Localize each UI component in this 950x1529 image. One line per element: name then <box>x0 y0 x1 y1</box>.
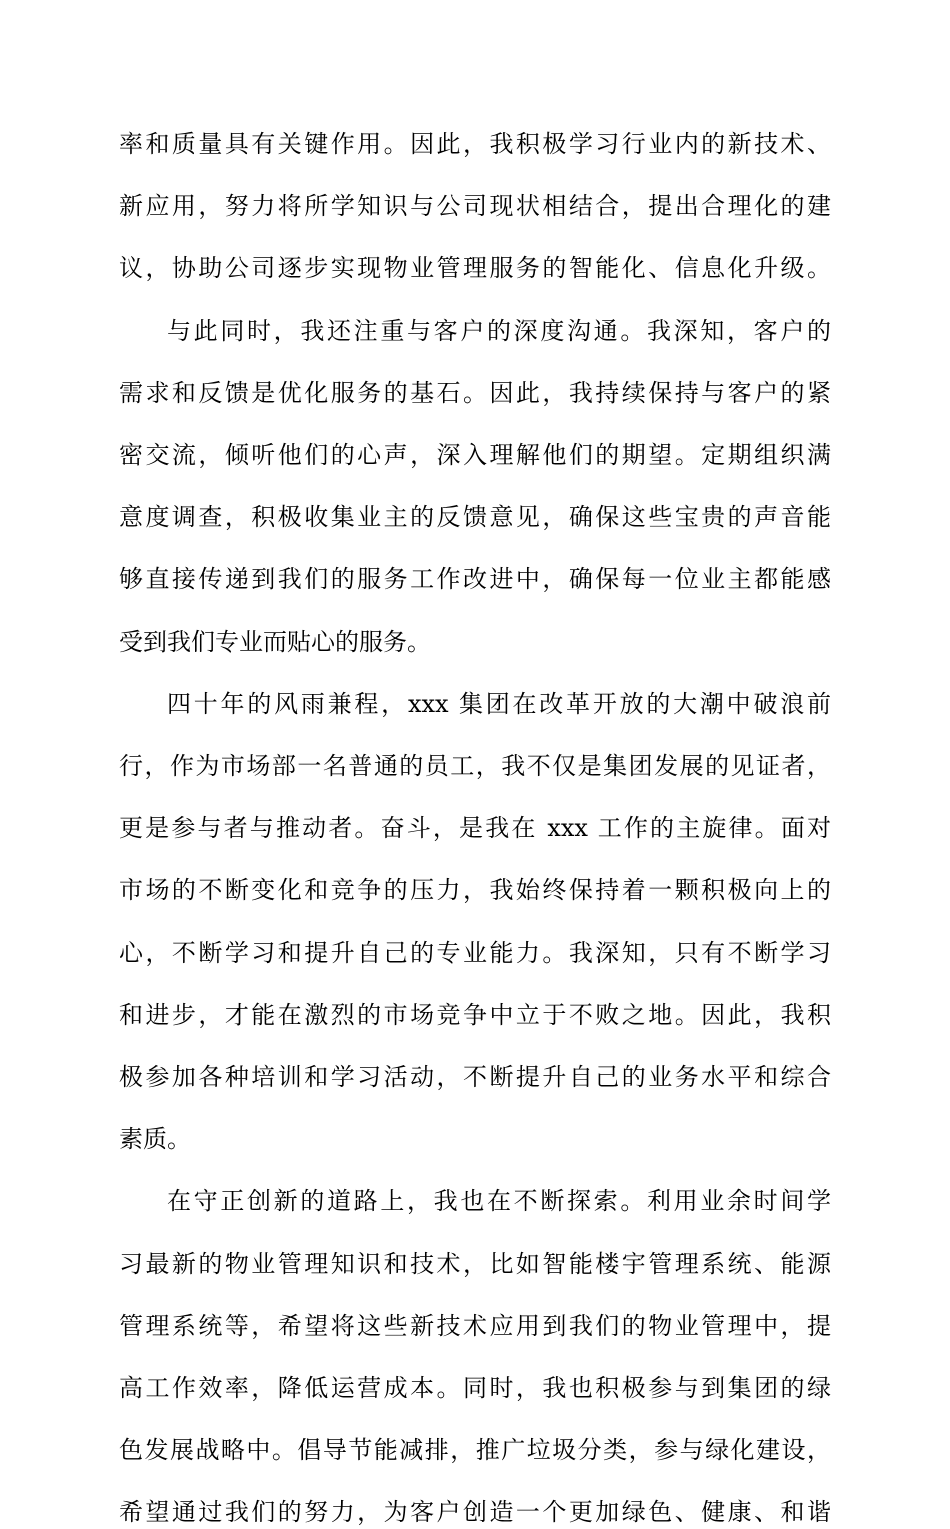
paragraph-2-line-3: 密交流，倾听他们的心声，深入理解他们的期望。定期组织满 <box>119 441 831 469</box>
paragraph-3-line-4: 市场的不断变化和竞争的压力，我始终保持着一颗积极向上的 <box>119 876 831 904</box>
paragraph-3-line-3: 更是参与者与推动者。奋斗，是我在 xxx 工作的主旋律。面对 <box>119 814 831 842</box>
paragraph-1-line-1: 率和质量具有关键作用。因此，我积极学习行业内的新技术、 <box>119 130 831 158</box>
paragraph-3-line-8: 素质。 <box>119 1125 191 1153</box>
paragraph-2-line-1: 与此同时，我还注重与客户的深度沟通。我深知，客户的 <box>167 317 831 345</box>
paragraph-3-line-2: 行，作为市场部一名普通的员工，我不仅是集团发展的见证者， <box>119 752 831 780</box>
paragraph-3-line-7: 极参加各种培训和学习活动，不断提升自己的业务水平和综合 <box>119 1063 831 1091</box>
paragraph-2-line-6: 受到我们专业而贴心的服务。 <box>119 628 431 656</box>
paragraph-4-line-6: 希望通过我们的努力，为客户创造一个更加绿色、健康、和谐 <box>119 1498 831 1526</box>
paragraph-2-line-2: 需求和反馈是优化服务的基石。因此，我持续保持与客户的紧 <box>119 379 831 407</box>
paragraph-4-line-5: 色发展战略中。倡导节能减排，推广垃圾分类，参与绿化建设， <box>119 1436 831 1464</box>
paragraph-3-line-5: 心，不断学习和提升自己的专业能力。我深知，只有不断学习 <box>119 939 831 967</box>
paragraph-4-line-1: 在守正创新的道路上，我也在不断探索。利用业余时间学 <box>167 1187 831 1215</box>
paragraph-1-line-2: 新应用，努力将所学知识与公司现状相结合，提出合理化的建 <box>119 192 831 220</box>
paragraph-4-line-2: 习最新的物业管理知识和技术，比如智能楼宇管理系统、能源 <box>119 1250 831 1278</box>
paragraph-2-line-4: 意度调查，积极收集业主的反馈意见，确保这些宝贵的声音能 <box>119 503 831 531</box>
paragraph-4-line-4: 高工作效率，降低运营成本。同时，我也积极参与到集团的绿 <box>119 1374 831 1402</box>
paragraph-4-line-3: 管理系统等，希望将这些新技术应用到我们的物业管理中，提 <box>119 1312 831 1340</box>
paragraph-3-line-6: 和进步，才能在激烈的市场竞争中立于不败之地。因此，我积 <box>119 1001 831 1029</box>
paragraph-3-line-1: 四十年的风雨兼程，xxx 集团在改革开放的大潮中破浪前 <box>167 690 831 718</box>
paragraph-1-line-3: 议，协助公司逐步实现物业管理服务的智能化、信息化升级。 <box>119 254 831 282</box>
paragraph-2-line-5: 够直接传递到我们的服务工作改进中，确保每一位业主都能感 <box>119 565 831 593</box>
